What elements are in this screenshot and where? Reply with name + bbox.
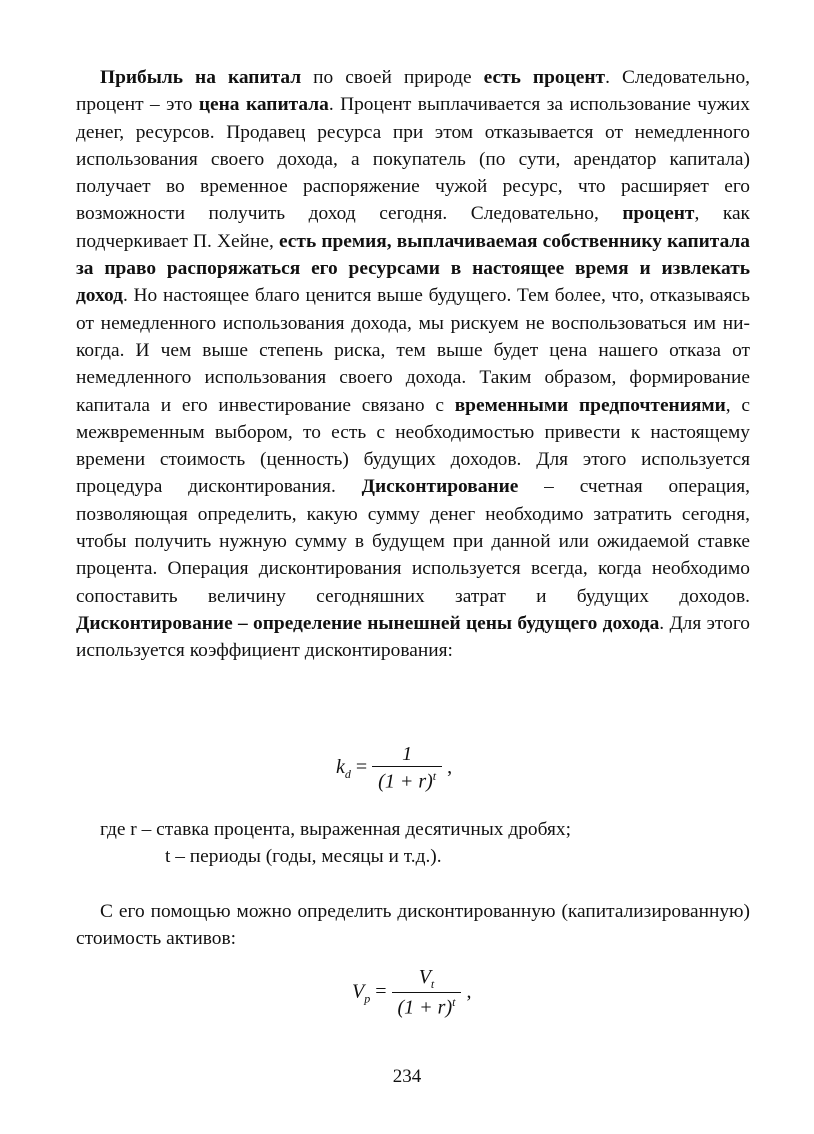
text-span: . Но настоящее благо ценится выше будущего. Тем более, что, отказываясь от немедленного использования дохода, мы рискуем не воспользоваться им никогда. И чем выше степень риска, тем выше будет цена нашего отказа от немедленного использования своего дохода. Таким образом, формирование капитала и его инвестирование связано с — [76, 285, 750, 416]
equals-sign: = — [350, 755, 368, 778]
paragraph-profit-on-capital — [76, 64, 750, 665]
equals-sign: = — [370, 980, 387, 1003]
formula-legend — [100, 816, 571, 871]
fraction-denominator — [392, 992, 462, 1020]
legend-line-rate: где r – ставка процента, выраженная десятичных дробях; — [100, 819, 571, 840]
fraction-numerator: 1 — [402, 743, 413, 765]
term-price-of-capital: цена капитала — [198, 94, 329, 116]
term-interest: процент — [622, 203, 695, 225]
term-time-preferences: временными предпочтениями — [454, 394, 726, 416]
denominator-base: (1 + r) — [397, 996, 453, 1019]
legend-line-periods: t – периоды (годы, месяцы и т.д.). — [165, 846, 442, 868]
text-span: – счетная операция, позволяющая определить, какую сумму денег необходимо затратить сегодня, чтобы получить нужную сумму в будущем при данной или ожидаемой ставке процента. Операция дисконтирования используется всегда, когда необходимо сопоставить величину сегодняшних затрат и будущих доходов. — [76, 476, 750, 607]
fraction-denominator — [372, 766, 442, 794]
fraction-numerator — [392, 966, 462, 992]
text-span: . Следовательно, процент – это — [76, 67, 750, 116]
formula-lhs: k — [336, 755, 345, 778]
term-profit-on-capital: Прибыль на капитал — [100, 67, 302, 88]
text-span: . Для этого используется коэффициент дисконтирования: — [76, 612, 750, 662]
text-span: по своей природе — [301, 67, 484, 88]
term-is-interest: есть процент — [483, 67, 606, 88]
paragraph-discounted-value: С его помощью можно определить дисконтированную (капитализированную) стоимость активов: — [76, 901, 750, 950]
definition-interest: есть премия, выплачиваемая собственнику капитала за право распоряжаться его ресурсами в настоящее время и извлекать доход — [76, 230, 751, 307]
formula-lhs-subscript: d — [344, 766, 351, 781]
denominator-base: (1 + r) — [378, 770, 433, 793]
formula-comma: , — [447, 755, 453, 778]
definition-discounting: Дисконтирование – определение нынешней цены будущего дохода — [76, 612, 660, 634]
numerator-main: V — [418, 966, 431, 988]
text-span: , с межвременным выбором, то есть с необходимостью привести к настоящему времени стоимость (ценность) будущих доходов. Для этого используется процедура дисконтирования. — [76, 394, 750, 498]
term-discounting: Дисконтирование — [361, 476, 519, 498]
present-value-formula — [352, 966, 471, 1020]
text-span: , как подчеркивает П. Хейне, — [76, 203, 750, 252]
page-number: 234 — [392, 1066, 422, 1087]
fraction — [392, 966, 462, 1020]
formula-lhs-subscript: p — [364, 991, 371, 1006]
text-span: . Процент выплачивается за использование чужих денег, ресурсов. Продавец ресурса при этом отказывается от немедленного использования своего дохода, а покупатель (по сути, арендатор капитала) получает во временное распоряжение чужой ресурс, что расширяет его возможности получить доход сегодня. Следовательно, — [76, 94, 750, 225]
formula-comma: , — [466, 980, 472, 1003]
fraction — [372, 743, 442, 794]
denominator-exponent: t — [452, 995, 456, 1009]
numerator-subscript: t — [430, 977, 435, 991]
discount-factor-formula — [336, 743, 452, 794]
formula-lhs: V — [352, 980, 365, 1003]
denominator-exponent: t — [432, 769, 437, 783]
